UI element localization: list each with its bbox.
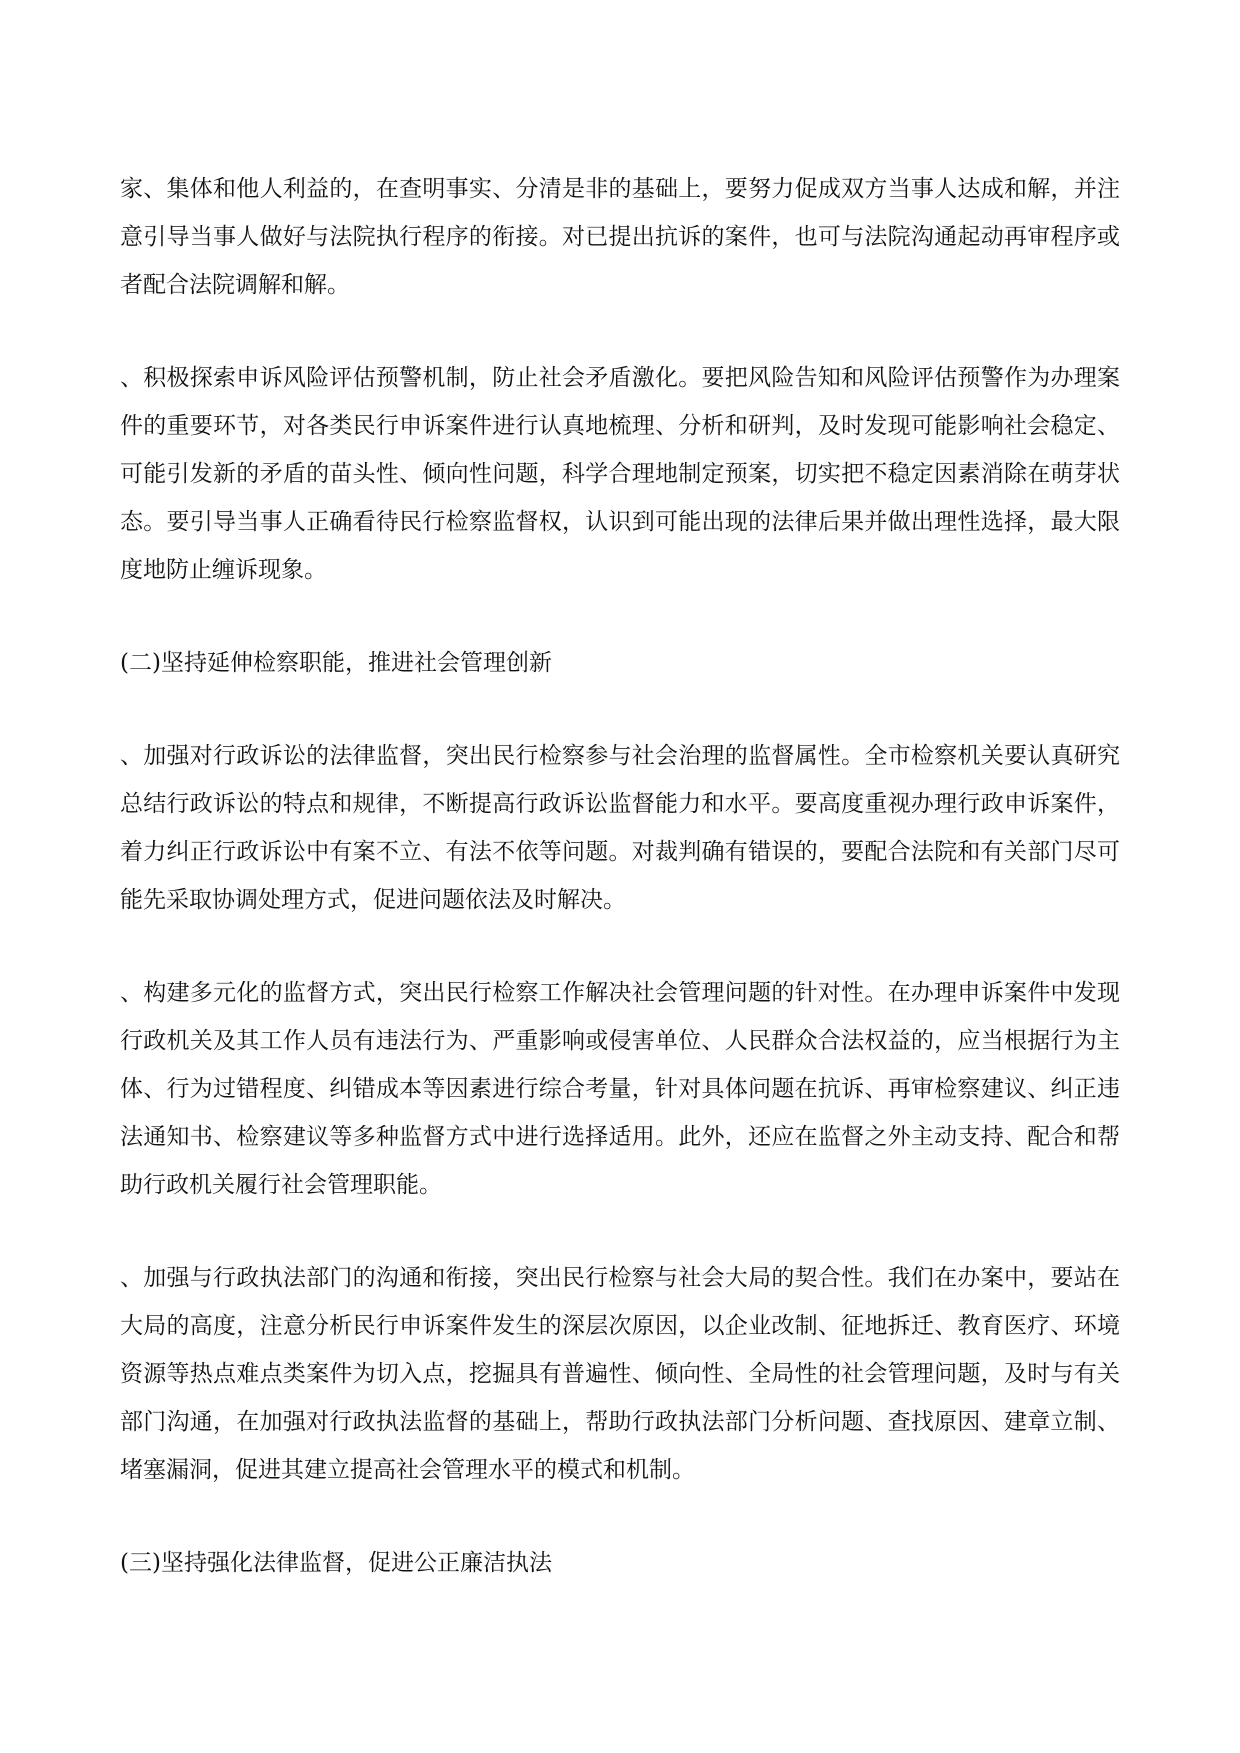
document-body (120, 165, 1120, 1632)
paragraph-supervision-methods: 、构建多元化的监督方式，突出民行检察工作解决社会管理问题的针对性。在办理申诉案件中发现行政机关及其工作人员有违法行为、严重影响或侵害单位、人民群众合法权益的，应当根据行为主体、行为过错程度、纠错成本等因素进行综合考量，针对具体问题在抗诉、再审检察建议、纠正违法通知书、检察建议等多种监督方式中进行选择适用。此外，还应在监督之外主动支持、配合和帮助行政机关履行社会管理职能。 (120, 980, 1120, 1198)
paragraph-mediation: 家、集体和他人利益的，在查明事实、分清是非的基础上，要努力促成双方当事人达成和解，并注意引导当事人做好与法院执行程序的衔接。对已提出抗诉的案件，也可与法院沟通起动再审程序或者配合法院调解和解。 (120, 176, 1120, 298)
paragraph-coordination: 、加强与行政执法部门的沟通和衔接，突出民行检察与社会大局的契合性。我们在办案中，要站在大局的高度，注意分析民行申诉案件发生的深层次原因，以企业改制、征地拆迁、教育医疗、环境资源等热点难点类案件为切入点，挖掘具有普遍性、倾向性、全局性的社会管理问题，及时与有关部门沟通，在加强对行政执法监督的基础上，帮助行政执法部门分析问题、查找原因、建章立制、堵塞漏洞，促进其建立提高社会管理水平的模式和机制。 (120, 1265, 1120, 1483)
section-heading-3: (三)坚持强化法律监督，促进公正廉洁执法 (120, 1550, 552, 1576)
section-heading-2: (二)坚持延伸检察职能，推进社会管理创新 (120, 650, 552, 676)
paragraph-administrative-litigation: 、加强对行政诉讼的法律监督，突出民行检察参与社会治理的监督属性。全市检察机关要认真研究总结行政诉讼的特点和规律，不断提高行政诉讼监督能力和水平。要高度重视办理行政申诉案件，着力纠正行政诉讼中有案不立、有法不依等问题。对裁判确有错误的，要配合法院和有关部门尽可能先采取协调处理方式，促进问题依法及时解决。 (120, 743, 1120, 913)
paragraph-risk-assessment: 、积极探索申诉风险评估预警机制，防止社会矛盾激化。要把风险告知和风险评估预警作为办理案件的重要环节，对各类民行申诉案件进行认真地梳理、分析和研判，及时发现可能影响社会稳定、可能引发新的矛盾的苗头性、倾向性问题，科学合理地制定预案，切实把不稳定因素消除在萌芽状态。要引导当事人正确看待民行检察监督权，认识到可能出现的法律后果并做出理性选择，最大限度地防止缠诉现象。 (120, 365, 1120, 583)
